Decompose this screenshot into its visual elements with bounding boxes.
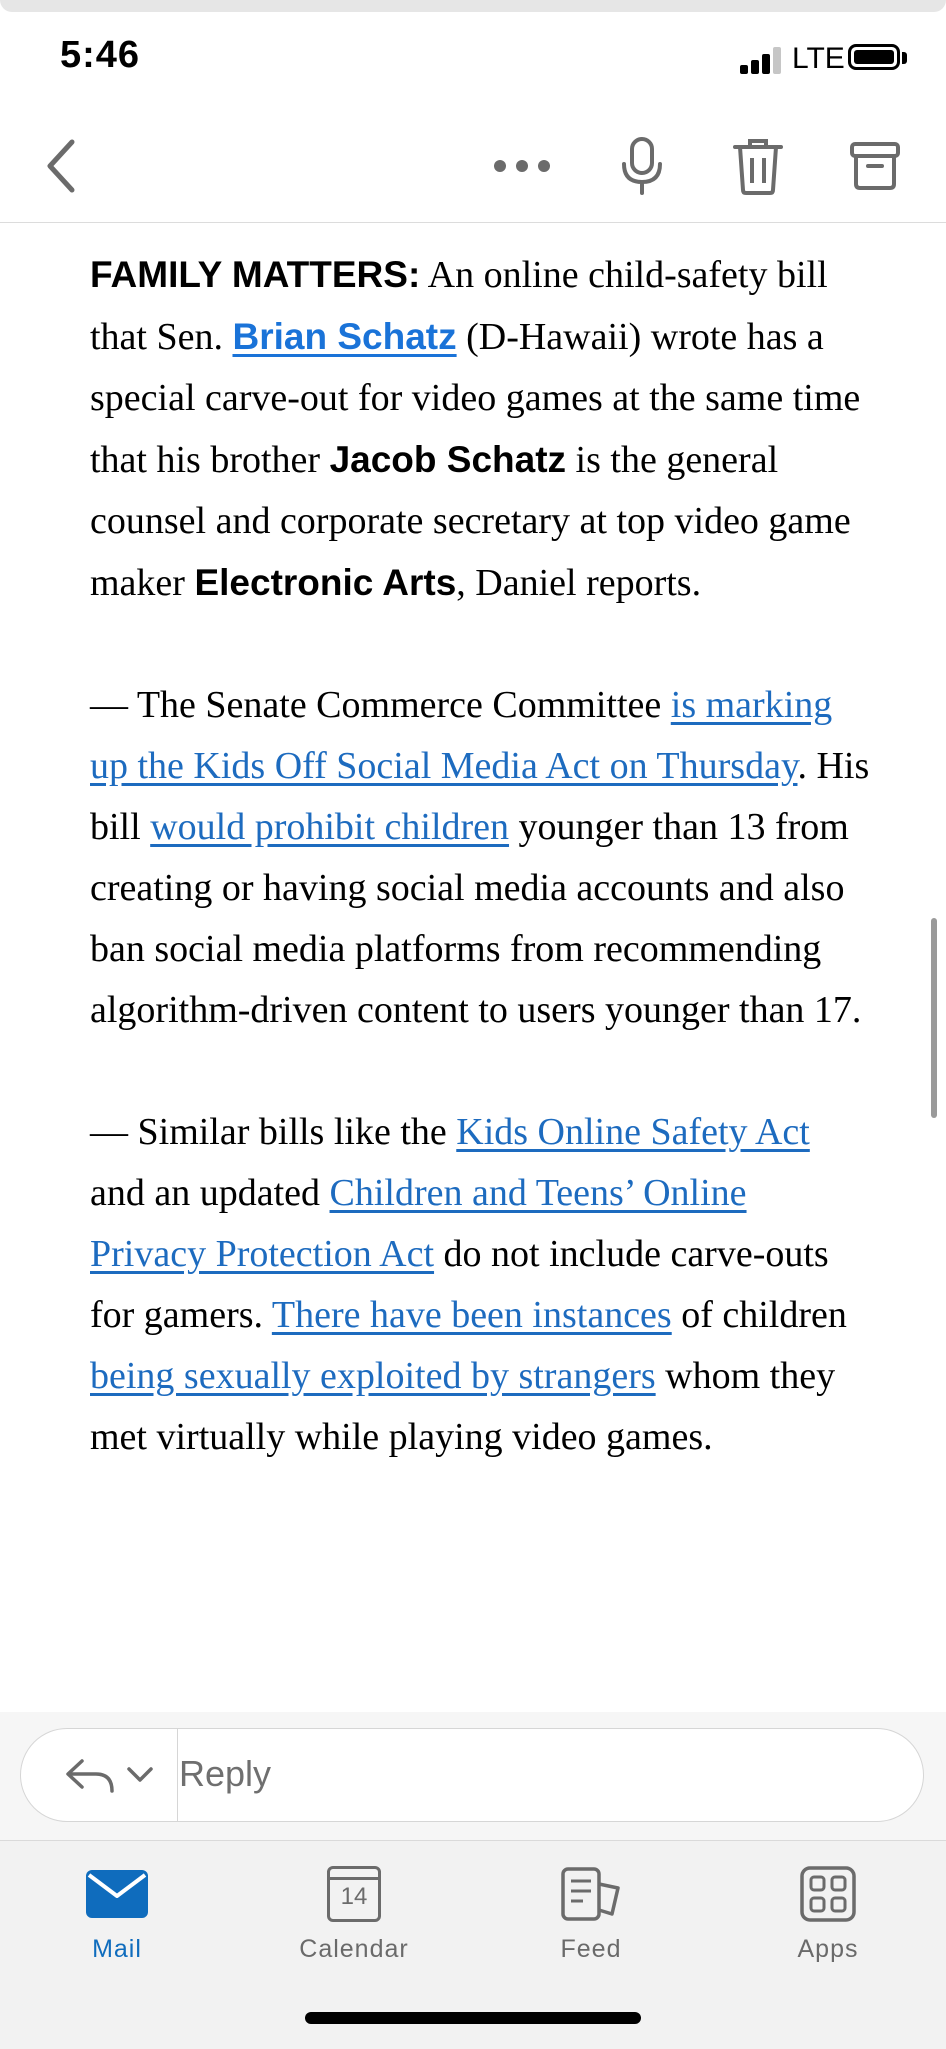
text: whom they met virtually while playing video games. <box>90 1355 836 1458</box>
status-bar <box>0 0 946 110</box>
section-heading: FAMILY MATTERS: <box>90 254 421 295</box>
text: of children <box>671 1294 847 1336</box>
archive-button[interactable] <box>843 134 907 198</box>
text: — The Senate Commerce Committee <box>90 684 671 726</box>
tab-label: Feed <box>560 1935 622 1963</box>
text: (D-Hawaii) wrote has a special carve-out for video games at the same time that his brother <box>90 316 861 481</box>
kosa-link[interactable]: Kids Online Safety Act <box>456 1111 810 1153</box>
paragraph-family-matters <box>90 244 870 614</box>
chevron-left-icon <box>42 136 82 196</box>
scrollbar[interactable] <box>931 918 937 1118</box>
bold-name: Jacob Schatz <box>329 439 567 480</box>
trash-icon <box>732 136 784 196</box>
text: — Similar bills like the <box>90 1111 457 1153</box>
paragraph-similar-bills <box>90 1102 870 1468</box>
back-button[interactable] <box>30 134 94 198</box>
more-button[interactable] <box>490 134 554 198</box>
coppa-link[interactable]: Children and Teens’ Online Privacy Protection Act <box>90 1172 747 1275</box>
archive-icon <box>849 140 901 192</box>
microphone-icon <box>620 136 664 196</box>
apps-icon <box>800 1866 856 1922</box>
delete-button[interactable] <box>726 134 790 198</box>
message-body <box>90 244 870 1529</box>
reply-field[interactable] <box>20 1728 924 1822</box>
paragraph-commerce-committee <box>90 675 870 1041</box>
message-toolbar <box>0 110 946 223</box>
text: do not include carve-outs for gamers. <box>90 1233 829 1336</box>
tab-label: Apps <box>797 1935 859 1963</box>
signal-icon <box>740 46 784 74</box>
chevron-down-icon <box>126 1766 154 1784</box>
markup-link[interactable]: is marking up the Kids Off Social Media Act on Thursday <box>90 684 833 787</box>
tab-mail[interactable] <box>27 1857 207 1977</box>
exploited-link[interactable]: being sexually exploited by strangers <box>90 1355 656 1397</box>
brian-schatz-link[interactable]: Brian Schatz <box>232 316 457 357</box>
text: and an updated <box>90 1172 330 1214</box>
tab-label: Calendar <box>299 1935 409 1963</box>
text: . His bill <box>90 745 870 848</box>
status-time: 5:46 <box>60 34 141 76</box>
battery-tip <box>902 52 907 64</box>
tab-label: Mail <box>92 1935 142 1963</box>
battery-icon <box>848 44 900 70</box>
prohibit-children-link[interactable]: would prohibit children <box>150 806 510 848</box>
tab-feed[interactable] <box>501 1857 681 1977</box>
more-horizontal-icon <box>492 156 552 176</box>
reply-options-button[interactable] <box>41 1729 178 1821</box>
tab-calendar[interactable] <box>264 1857 444 1977</box>
calendar-date: 14 <box>340 1883 368 1910</box>
text: younger than 13 from creating or having social media accounts and also ban social media platforms from recommending algorithm-driven content to users younger than 17. <box>90 806 862 1031</box>
home-indicator[interactable] <box>305 2012 641 2024</box>
text: , Daniel reports. <box>456 562 702 604</box>
tab-apps[interactable] <box>738 1857 918 1977</box>
text: is the general counsel and corporate secretary at top video game maker <box>90 439 851 604</box>
reply-icon <box>64 1755 116 1795</box>
mail-icon <box>86 1870 148 1918</box>
feed-icon <box>560 1866 622 1922</box>
instances-link[interactable]: There have been instances <box>271 1294 672 1336</box>
reply-bar <box>0 1712 946 1840</box>
reply-placeholder: Reply <box>179 1753 272 1794</box>
calendar-icon <box>327 1866 381 1922</box>
dictate-button[interactable] <box>610 134 674 198</box>
bold-company: Electronic Arts <box>194 562 457 603</box>
text: An online child-safety bill that Sen. <box>90 254 828 358</box>
network-type: LTE <box>792 42 845 75</box>
